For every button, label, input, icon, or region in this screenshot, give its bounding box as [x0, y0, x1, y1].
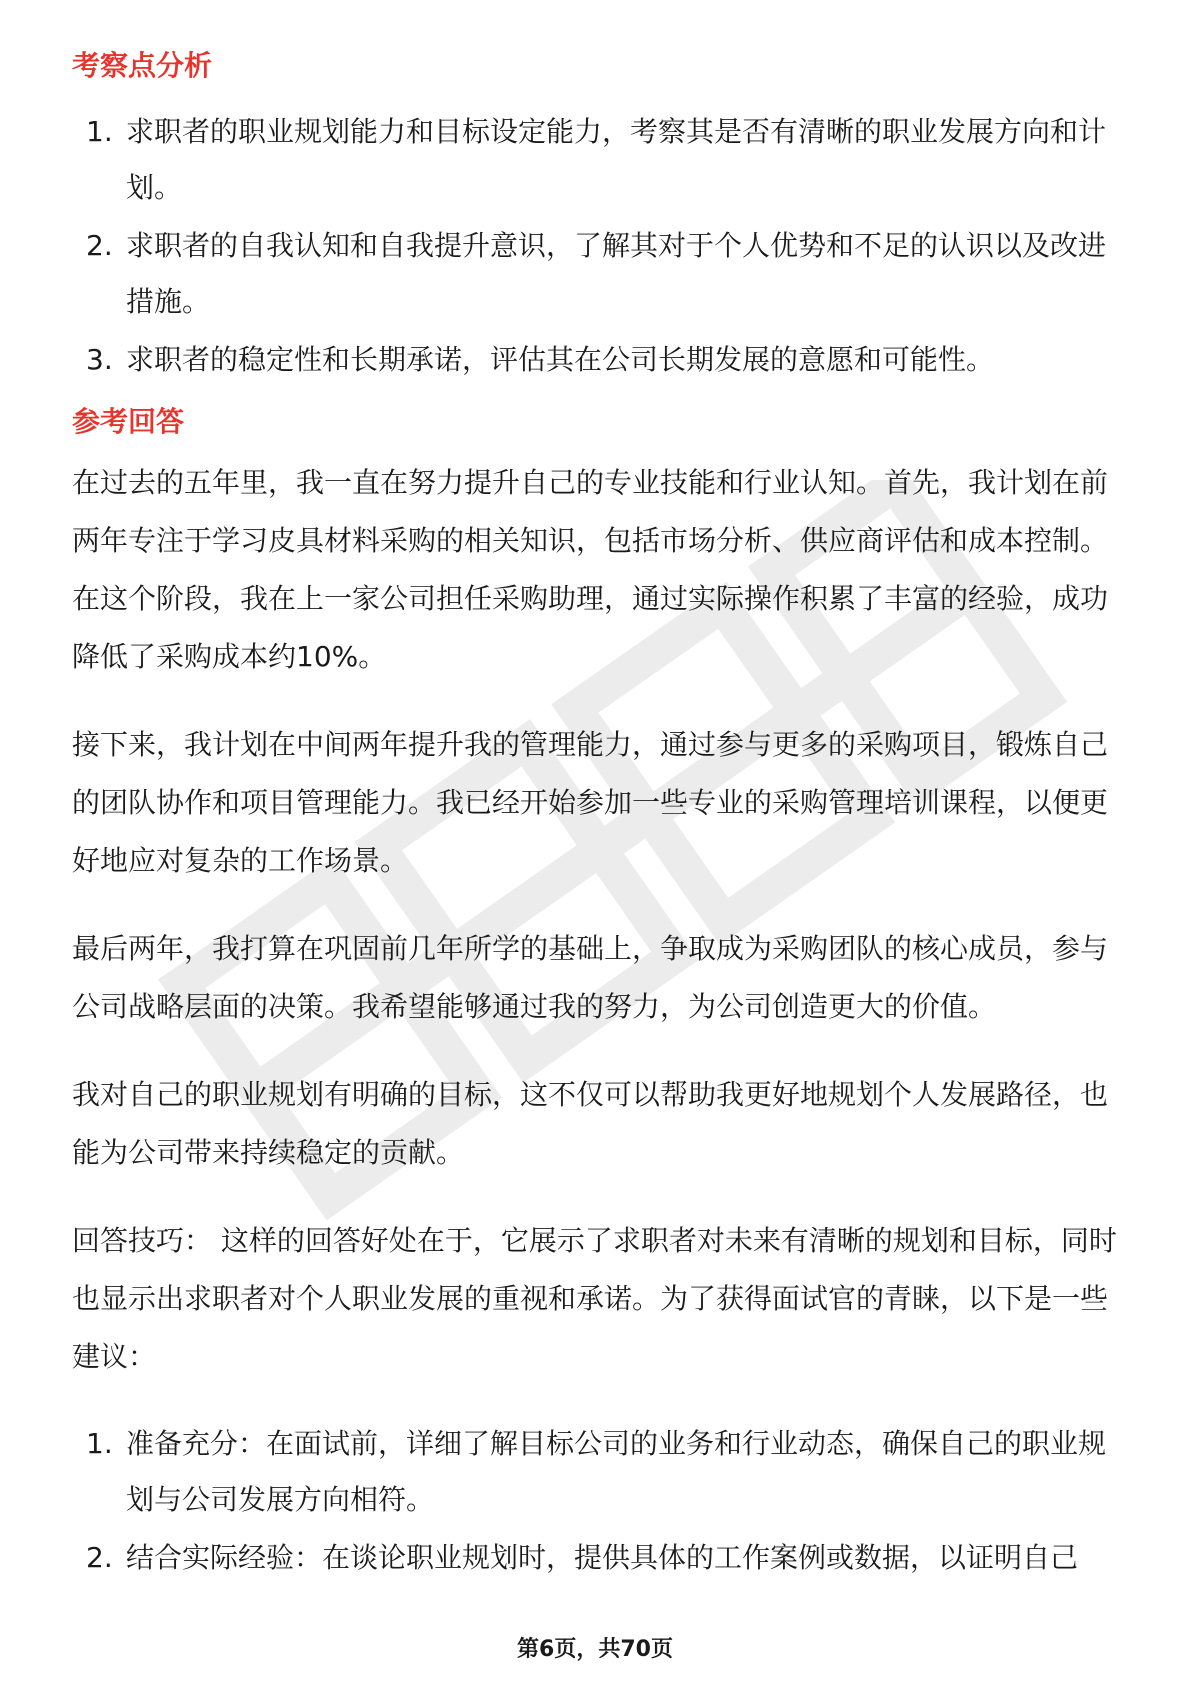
answer-paragraph: 接下来，我计划在中间两年提升我的管理能力，通过参与更多的采购项目，锻炼自己的团队协作和项目管理能力。我已经开始参加一些专业的采购管理培训课程，以便更好地应对复杂的工作场景。: [72, 728, 1109, 877]
list-item-text: 求职者的自我认知和自我提升意识，了解其对于个人优势和不足的认识以及改进措施。: [126, 229, 1107, 318]
tips-list: [72, 1416, 1122, 1586]
analysis-heading: 考察点分析: [72, 49, 213, 82]
list-item: [72, 1416, 1122, 1528]
list-number: 1.: [86, 115, 113, 148]
answer-heading: 参考回答: [72, 405, 185, 438]
list-item: [72, 332, 1122, 388]
list-item: [72, 104, 1122, 216]
list-item-text: 求职者的职业规划能力和目标设定能力，考察其是否有清晰的职业发展方向和计划。: [126, 115, 1107, 204]
answer-paragraph: 最后两年，我打算在巩固前几年所学的基础上，争取成为采购团队的核心成员，参与公司战略层面的决策。我希望能够通过我的努力，为公司创造更大的价值。: [72, 932, 1109, 1023]
list-item: [72, 218, 1122, 330]
list-item: [72, 1530, 1122, 1586]
page-number-footer: 第6页，共70页: [517, 1637, 673, 1662]
list-number: 3.: [86, 343, 113, 376]
list-number: 1.: [86, 1427, 113, 1460]
answer-tips-paragraph: 回答技巧： 这样的回答好处在于，它展示了求职者对未来有清晰的规划和目标，同时也显示出求职者对个人职业发展的重视和承诺。为了获得面试官的青睐，以下是一些建议：: [72, 1224, 1117, 1373]
list-item-text: 求职者的稳定性和长期承诺，评估其在公司长期发展的意愿和可能性。: [126, 343, 995, 376]
list-item-text: 结合实际经验：在谈论职业规划时，提供具体的工作案例或数据，以证明自己: [126, 1541, 1079, 1574]
analysis-list: [72, 104, 1122, 388]
list-item-text: 准备充分：在面试前，详细了解目标公司的业务和行业动态，确保自己的职业规划与公司发展方向相符。: [126, 1427, 1107, 1516]
list-number: 2.: [86, 1541, 113, 1574]
list-number: 2.: [86, 229, 113, 262]
answer-paragraph: 在过去的五年里，我一直在努力提升自己的专业技能和行业认知。首先，我计划在前两年专注于学习皮具材料采购的相关知识，包括市场分析、供应商评估和成本控制。在这个阶段，我在上一家公司担任采购助理，通过实际操作积累了丰富的经验，成功降低了采购成本约10%。: [72, 466, 1109, 673]
document-content: [72, 46, 1122, 1588]
answer-paragraph: 我对自己的职业规划有明确的目标，这不仅可以帮助我更好地规划个人发展路径，也能为公司带来持续稳定的贡献。: [72, 1078, 1109, 1169]
